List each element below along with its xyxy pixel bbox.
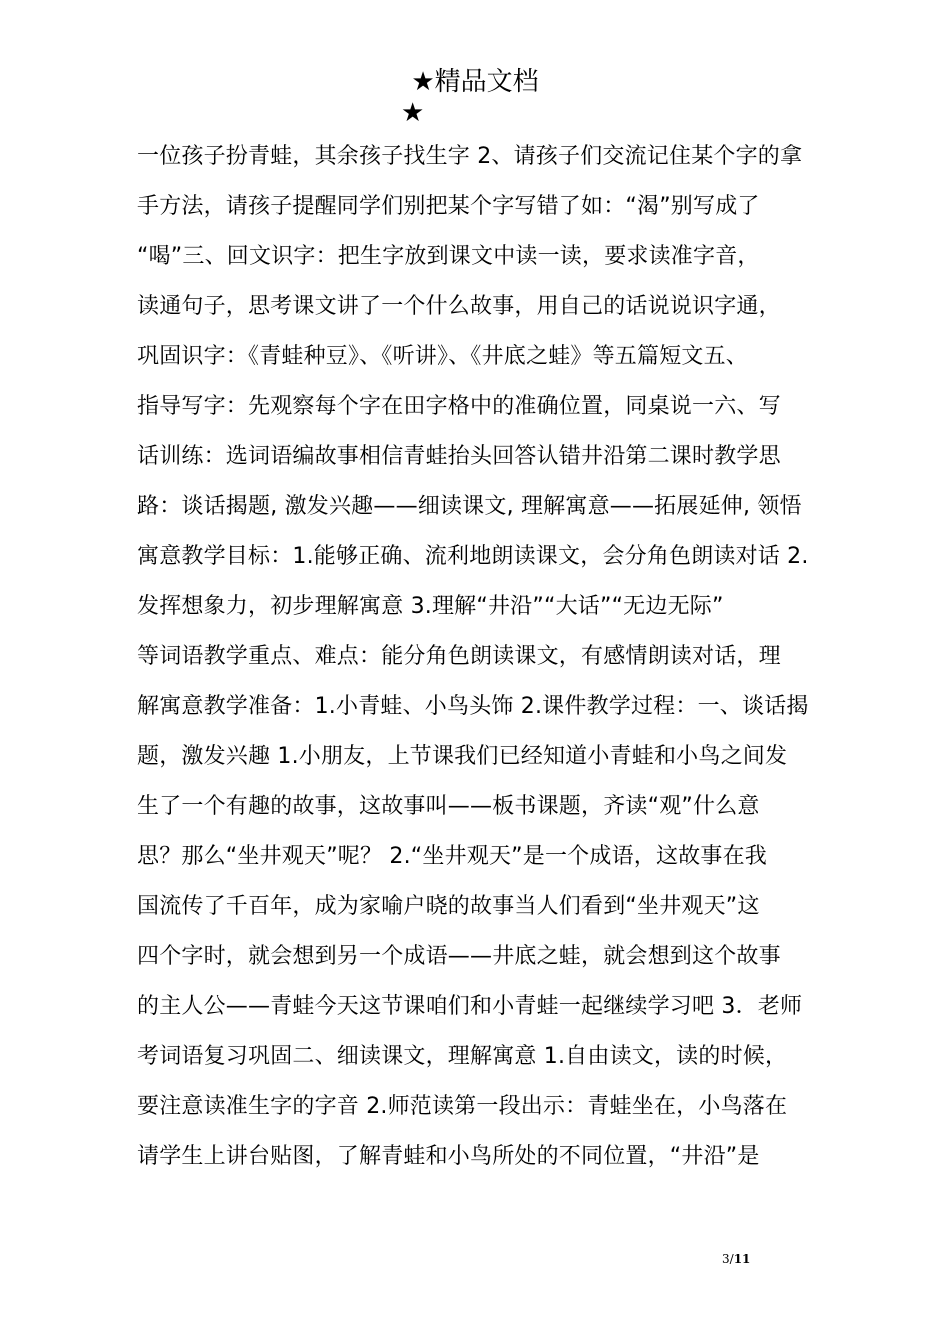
text-line: 思？那么“坐井观天”呢？ 2.“坐井观天”是一个成语，这故事在我 <box>137 844 767 869</box>
document-body <box>137 132 827 1182</box>
text-line: 题，激发兴趣 1.小朋友，上节课我们已经知道小青蛙和小鸟之间发 <box>137 744 788 769</box>
text-line: 巩固识字：《青蛙种豆》、《听讲》、《井底之蛙》等五篇短文五、 <box>137 344 749 369</box>
text-line: 的主人公——青蛙今天这节课咱们和小青蛙一起继续学习吧 3．老师 <box>137 994 803 1019</box>
text-line: 考词语复习巩固二、细读课文，理解寓意 1.自由读文，读的时候， <box>137 1044 788 1069</box>
text-line: 生了一个有趣的故事，这故事叫——板书课题，齐读“观”什么意 <box>137 794 760 819</box>
text-line: 读通句子，思考课文讲了一个什么故事，用自己的话说说识字通， <box>137 294 781 319</box>
text-line: 四个字时，就会想到另一个成语——井底之蛙，就会想到这个故事 <box>137 944 781 969</box>
text-line: 寓意教学目标：1.能够正确、流利地朗读课文，会分角色朗读对话 2. <box>137 544 809 569</box>
page-header-title: ★精品文档 <box>411 67 539 97</box>
text-line: “喝”三、回文识字：把生字放到课文中读一读，要求读准字音， <box>137 244 760 269</box>
text-line: 发挥想象力，初步理解寓意 3.理解“井沿”“大话”“无边无际” <box>137 594 724 619</box>
text-line: 要注意读准生字的字音 2.师范读第一段出示：青蛙坐在，小鸟落在 <box>137 1094 788 1119</box>
text-line: 国流传了千百年，成为家喻户晓的故事当人们看到“坐井观天”这 <box>137 894 760 919</box>
text-line: 指导写字：先观察每个字在田字格中的准确位置，同桌说一六、写 <box>137 394 781 419</box>
text-line: 话训练：选词语编故事相信青蛙抬头回答认错井沿第二课时教学思 <box>137 444 781 469</box>
text-line: 等词语教学重点、难点：能分角色朗读课文，有感情朗读对话，理 <box>137 644 781 669</box>
text-line: 请学生上讲台贴图，了解青蛙和小鸟所处的不同位置，“井沿”是 <box>137 1144 760 1169</box>
page-number-current: 3/ <box>722 1252 734 1266</box>
text-line: 路：谈话揭题, 激发兴趣——细读课文, 理解寓意——拓展延伸, 领悟 <box>137 494 802 519</box>
page-number-total: 11 <box>733 1252 751 1266</box>
text-line: 解寓意教学准备：1.小青蛙、小鸟头饰 2.课件教学过程：一、谈话揭 <box>137 694 809 719</box>
page-number <box>722 1252 750 1266</box>
text-line: 一位孩子扮青蛙，其余孩子找生字 2、请孩子们交流记住某个字的拿 <box>137 144 803 169</box>
page-header-star: ★ <box>401 98 425 128</box>
text-line: 手方法，请孩子提醒同学们别把某个字写错了如：“渴”别写成了 <box>137 194 760 219</box>
